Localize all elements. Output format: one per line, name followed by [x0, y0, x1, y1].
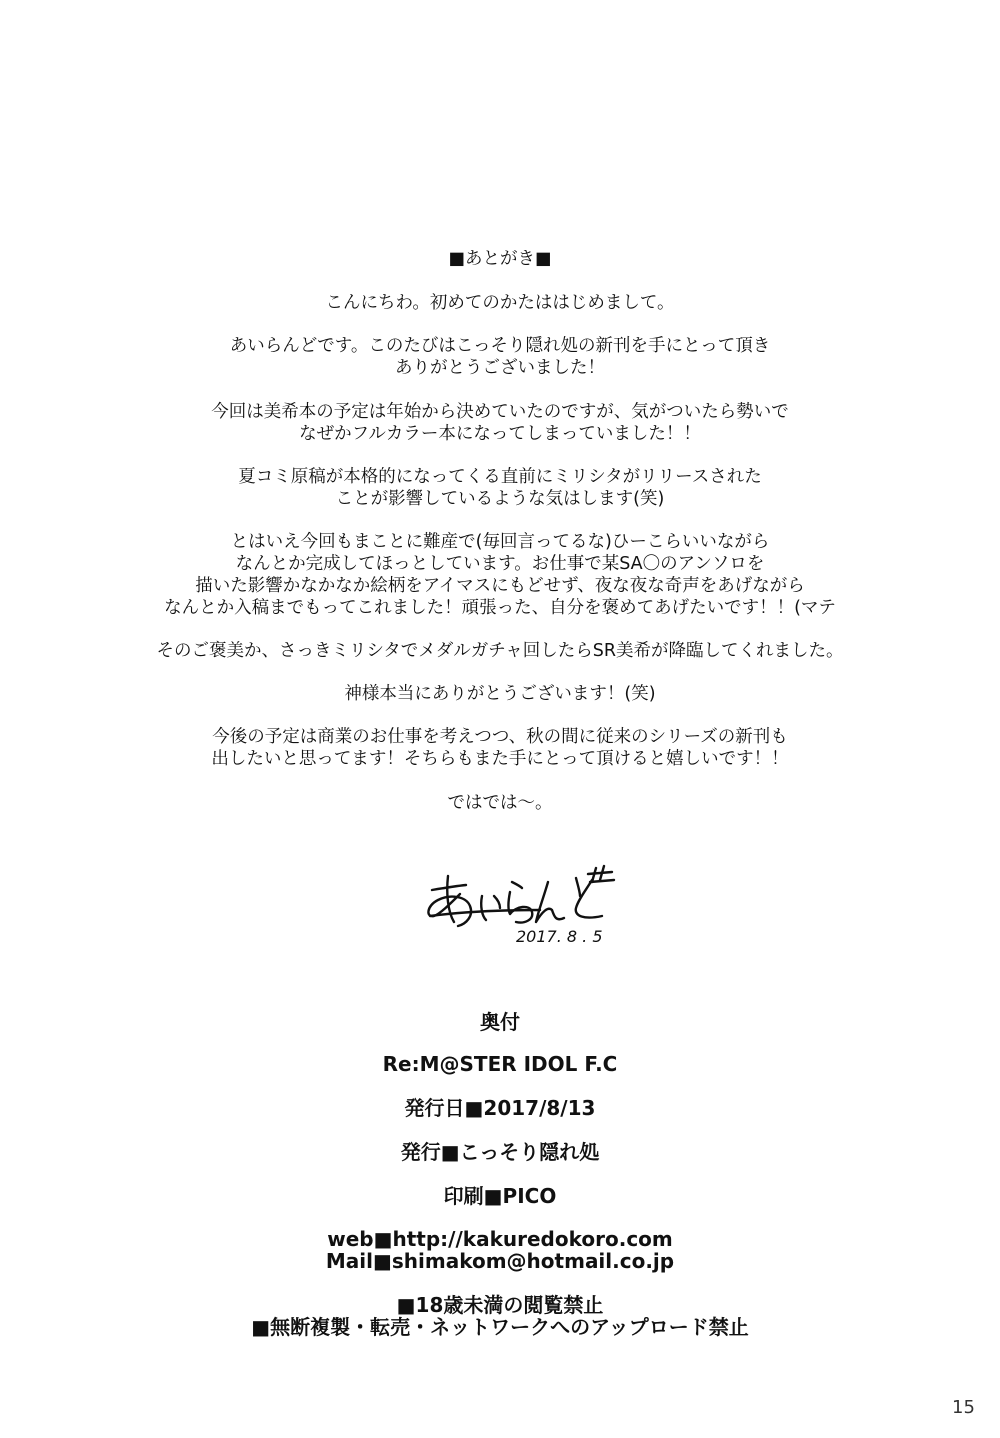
- afterword-line: 夏コミ原稿が本格的になってくる直前にミリシタがリリースされた: [238, 467, 762, 487]
- page-number: 15: [952, 1397, 975, 1418]
- afterword-line: ではでは〜。: [447, 793, 553, 813]
- colophon-printer: 印刷■PICO: [443, 1184, 557, 1208]
- afterword-line: こんにちわ。初めてのかたははじめまして。: [325, 293, 675, 313]
- afterword-heading: ■あとがき■: [448, 249, 552, 269]
- afterword-paragraph: [0, 726, 1000, 770]
- afterword-line: 出したいと思ってます！そちらもまた手にとって頂けると嬉しいです！！: [211, 749, 789, 769]
- colophon-title: Re:M@STER IDOL F.C: [382, 1052, 618, 1076]
- notice-copy-prohibition: ■無断複製・転売・ネットワークへのアップロード禁止: [251, 1315, 749, 1339]
- afterword-line: 描いた影響かなかなか絵柄をアイマスにもどせず、夜な夜な奇声をあげながら: [195, 576, 805, 596]
- afterword-line: あいらんどです。このたびはこっそり隠れ処の新刊を手にとって頂き: [229, 336, 771, 356]
- afterword-line: なぜかフルカラー本になってしまっていました！！: [299, 424, 701, 444]
- colophon-release-date: 発行日■2017/8/13: [404, 1096, 596, 1120]
- afterword-paragraph: [0, 292, 1000, 314]
- afterword-line: とはいえ今回もまことに難産で(毎回言ってるな)ひーこらいいながら: [230, 532, 770, 552]
- colophon-contact: [0, 1228, 1000, 1272]
- signature-date: 2017. 8 . 5: [516, 927, 603, 946]
- afterword-line: なんとか入稿までもってこれました！頑張った、自分を褒めてあげたいです！！(マテ: [164, 598, 836, 618]
- colophon-notices: [0, 1294, 1000, 1338]
- afterword-paragraph: [0, 683, 1000, 705]
- afterword-line: 今回は美希本の予定は年始から決めていたのですが、気がついたら勢いで: [211, 402, 789, 422]
- notice-age-restriction: ■18歳未満の閲覧禁止: [396, 1293, 604, 1317]
- afterword-line: なんとか完成してほっとしています。お仕事で某SA〇のアンソロを: [235, 554, 765, 574]
- afterword-line: 今後の予定は商業のお仕事を考えつつ、秋の間に従来のシリーズの新刊も: [212, 727, 788, 747]
- afterword-paragraph: [0, 335, 1000, 379]
- afterword-line: ことが影響しているような気はします(笑): [335, 489, 665, 509]
- colophon-publisher: 発行■こっそり隠れ処: [400, 1140, 600, 1164]
- colophon-mail: Mail■shimakom@hotmail.co.jp: [325, 1249, 675, 1273]
- colophon-web: web■http://kakuredokoro.com: [327, 1227, 673, 1251]
- afterword-paragraph: [0, 531, 1000, 619]
- handwritten-signature: [420, 860, 630, 950]
- afterword-line: ありがとうございました！: [395, 358, 605, 378]
- afterword-paragraph: [0, 640, 1000, 662]
- afterword-line: そのご褒美か、さっきミリシタでメダルガチャ回したらSR美希が降臨してくれました。: [156, 641, 844, 661]
- afterword-line: 神様本当にありがとうございます！(笑): [344, 684, 656, 704]
- afterword-paragraph: [0, 401, 1000, 445]
- colophon-heading: 奥付: [480, 1010, 520, 1034]
- afterword-paragraph: [0, 792, 1000, 814]
- afterword-paragraph: [0, 466, 1000, 510]
